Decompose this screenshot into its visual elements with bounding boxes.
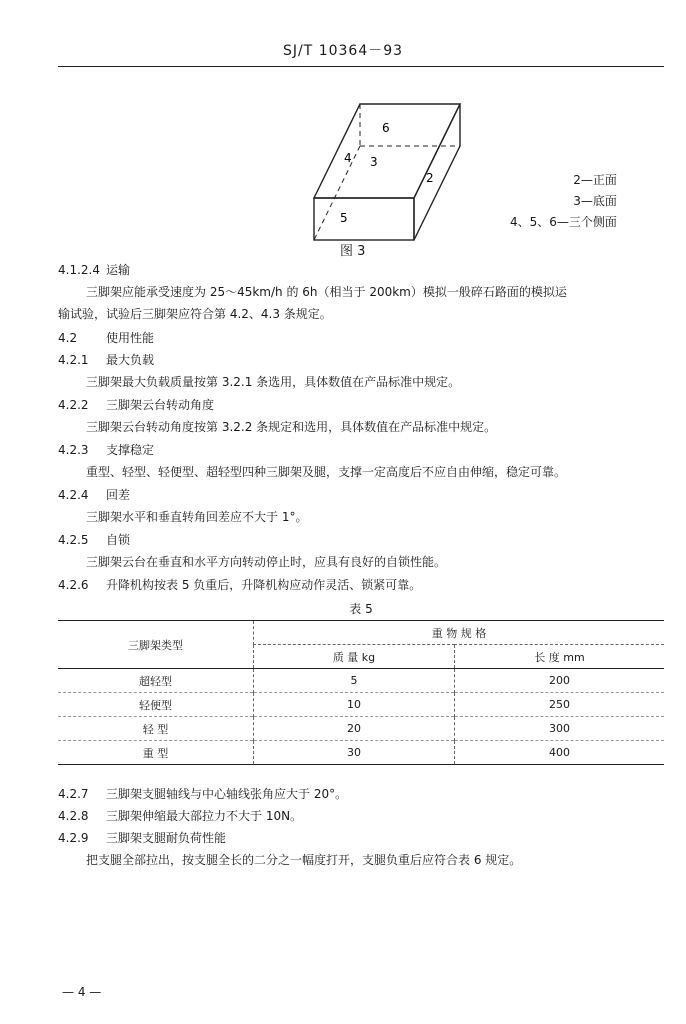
col-header-mass: 质 量 kg xyxy=(254,645,455,669)
section-4-2-9: 4.2.9 三脚架支腿耐负荷性能 xyxy=(58,831,227,845)
legend-item: 3—底面 xyxy=(573,194,617,208)
col-header-type: 三脚架类型 xyxy=(58,621,254,669)
table-row: 轻便型 10 250 xyxy=(58,693,664,717)
section-4-2-5: 4.2.5 自锁 xyxy=(58,533,131,547)
figure-caption: 图 3 xyxy=(340,244,366,259)
section-4-2-1: 4.2.1 最大负载 xyxy=(58,353,155,367)
front-face xyxy=(314,198,414,240)
section-4-2-8: 4.2.8 三脚架伸缩最大部拉力不大于 10N。 xyxy=(58,809,303,823)
top-face xyxy=(314,104,460,198)
table-caption: 表 5 xyxy=(349,602,373,616)
paragraph: 把支腿全部拉出，按支腿全长的二分之一幅度打开，支腿负重后应符合表 6 规定。 xyxy=(86,853,522,867)
hidden-edge-diagonal xyxy=(314,146,360,240)
paragraph: 重型、轻型、轻便型、超轻型四种三脚架及腿，支撑一定高度后不应自由伸缩，稳定可靠。 xyxy=(86,465,567,479)
section-4-2-2: 4.2.2 三脚架云台转动角度 xyxy=(58,398,215,412)
face-label-3: 3 xyxy=(370,155,378,169)
table-row: 超轻型 5 200 xyxy=(58,669,664,693)
face-label-6: 6 xyxy=(382,121,390,135)
legend-item: 2—正面 xyxy=(573,173,617,187)
page-number: — 4 — xyxy=(62,985,102,999)
section-4-2-3: 4.2.3 支撑稳定 xyxy=(58,443,155,457)
paragraph: 三脚架云台在垂直和水平方向转动停止时，应具有良好的自锁性能。 xyxy=(86,555,447,569)
col-header-group: 重 物 规 格 xyxy=(254,621,665,645)
table-row: 重 型 30 400 xyxy=(58,741,664,765)
col-header-length: 长 度 mm xyxy=(455,645,665,669)
paragraph: 三脚架应能承受速度为 25～45km/h 的 6h（相当于 200km）模拟一般碎石路面的模拟运 xyxy=(86,285,567,299)
right-face xyxy=(414,104,460,240)
paragraph: 输试验，试验后三脚架应符合第 4.2、4.3 条规定。 xyxy=(58,307,332,321)
paragraph: 三脚架云台转动角度按第 3.2.2 条规定和选用，具体数值在产品标准中规定。 xyxy=(86,420,497,434)
section-4-2: 4.2 使用性能 xyxy=(58,331,155,345)
section-4-2-6: 4.2.6 升降机构按表 5 负重后，升降机构应动作灵活、锁紧可靠。 xyxy=(58,578,422,592)
face-label-5: 5 xyxy=(340,211,348,225)
section-4-1-2-4: 4.1.2.4 运输 xyxy=(58,263,131,277)
page-header: SJ/T 10364－93 xyxy=(282,43,404,59)
face-label-2: 2 xyxy=(426,171,434,185)
table-5 xyxy=(58,620,664,765)
paragraph: 三脚架最大负载质量按第 3.2.1 条选用，具体数值在产品标准中规定。 xyxy=(86,375,461,389)
table-row: 轻 型 20 300 xyxy=(58,717,664,741)
header-rule xyxy=(58,66,664,67)
paragraph: 三脚架水平和垂直转角回差应不大于 1°。 xyxy=(86,510,308,524)
face-label-4: 4 xyxy=(344,151,352,165)
legend-item: 4、5、6—三个侧面 xyxy=(510,215,617,229)
box-diagram xyxy=(300,92,480,242)
figure-3 xyxy=(300,92,480,262)
figure-legend xyxy=(510,170,617,233)
section-4-2-4: 4.2.4 回差 xyxy=(58,488,131,502)
section-4-2-7: 4.2.7 三脚架支腿轴线与中心轴线张角应大于 20°。 xyxy=(58,787,348,801)
